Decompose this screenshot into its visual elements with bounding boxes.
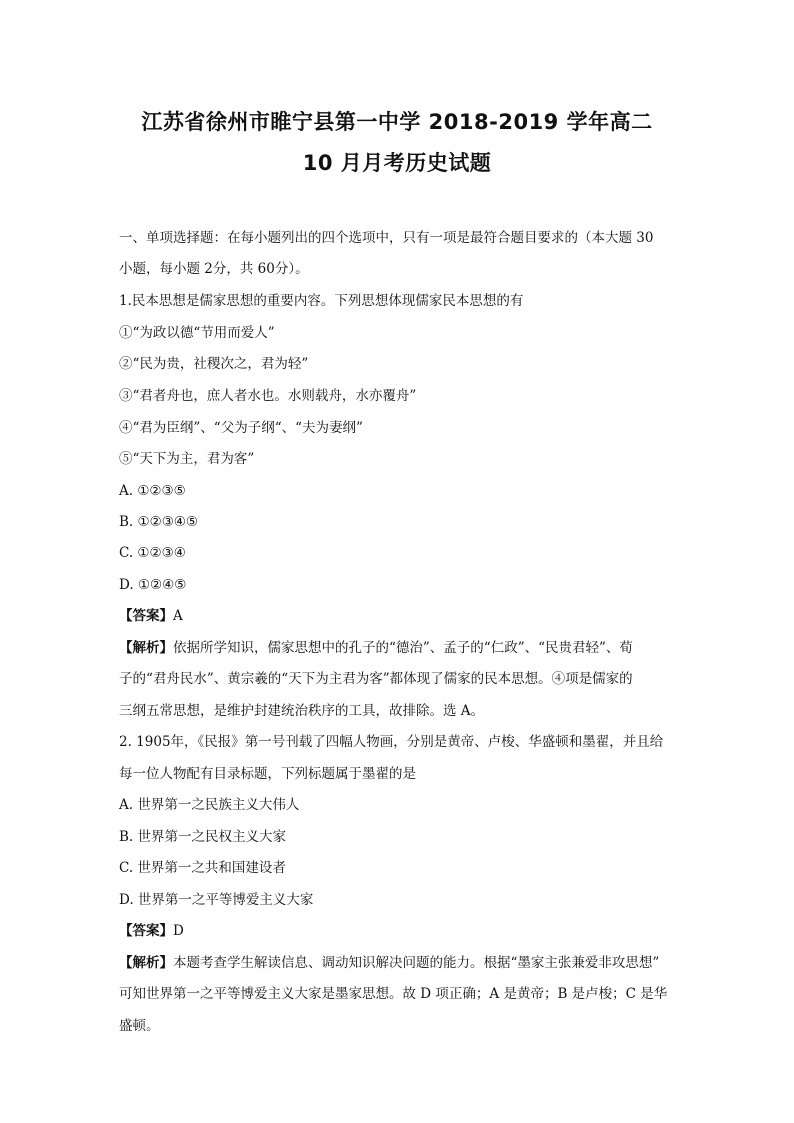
document-title-line-1: 江苏省徐州市睢宁县第一中学 2018-2019 学年高二 <box>141 110 653 134</box>
q1-analysis-line-3: 三纲五常思想，是维护封建统治秩序的工具，故排除。选 A。 <box>119 703 485 719</box>
q2-stem-line-1: 2. 1905年，《民报》第一号刊载了四幅人物画，分别是黄帝、卢梭、华盛顿和墨翟，并且给 <box>119 734 664 750</box>
q2-stem-line-2: 每一位人物配有目录标题，下列标题属于墨翟的是 <box>119 766 416 782</box>
q1-option-d: D. ①②④⑤ <box>119 577 187 593</box>
q1-analysis-tag: 【解析】 <box>119 640 173 656</box>
q1-option-c: C. ①②③④ <box>119 545 186 561</box>
q1-answer-tag: 【答案】 <box>119 608 173 624</box>
q1-stem: 1.民本思想是儒家思想的重要内容。下列思想体现儒家民本思想的有 <box>119 293 524 309</box>
q2-analysis-text-1: 本题考查学生解读信息、调动知识解决问题的能力。根据“墨家主张兼爱非攻思想” <box>173 955 660 971</box>
q2-analysis-line-2: 可知世界第一之平等博爱主义大家是墨家思想。故 D 项正确；A 是黄帝；B 是卢梭；C 是华 <box>119 986 668 1002</box>
q2-option-c: C. 世界第一之共和国建设者 <box>119 860 286 876</box>
q2-option-a: A. 世界第一之民族主义大伟人 <box>119 797 300 813</box>
q1-analysis-text-1: 依据所学知识，儒家思想中的孔子的“德治”、孟子的“仁政”、“民贵君轻”、荀 <box>173 640 633 656</box>
q1-analysis-line-2: 子的“君舟民水”、黄宗羲的“天下为主君为客”都体现了儒家的民本思想。④项是儒家的 <box>119 671 633 687</box>
q1-analysis-line-1 <box>119 638 633 658</box>
q2-answer-value: D <box>173 923 184 939</box>
section-instructions-line-2: 小题，每小题 2分，共 60分）。 <box>119 261 309 277</box>
q2-option-d: D. 世界第一之平等博爱主义大家 <box>119 892 314 908</box>
q1-option-b: B. ①②③④⑤ <box>119 514 199 530</box>
q1-item-5: ⑤“天下为主，君为客” <box>119 451 255 467</box>
q1-item-3: ③“君者舟也，庶人者水也。水则载舟，水亦覆舟” <box>119 388 417 404</box>
q2-analysis-line-3: 盛顿。 <box>119 1018 160 1034</box>
q1-answer <box>119 606 183 626</box>
q2-analysis-tag: 【解析】 <box>119 955 173 971</box>
section-instructions-line-1: 一、单项选择题：在每小题列出的四个选项中，只有一项是最符合题目要求的（本大题 30 <box>119 230 654 246</box>
q1-item-1: ①“为政以德“节用而爱人” <box>119 325 275 341</box>
document-title-line-2: 10 月月考历史试题 <box>302 151 492 175</box>
q2-answer-tag: 【答案】 <box>119 923 173 939</box>
q1-answer-value: A <box>173 608 183 624</box>
q2-analysis-line-1 <box>119 953 659 973</box>
q1-item-2: ②“民为贵，社稷次之，君为轻” <box>119 356 309 372</box>
q1-option-a: A. ①②③⑤ <box>119 483 186 499</box>
q1-item-4: ④“君为臣纲”、“父为子纲“、“夫为妻纲” <box>119 420 363 436</box>
q2-answer <box>119 921 184 941</box>
q2-option-b: B. 世界第一之民权主义大家 <box>119 829 287 845</box>
